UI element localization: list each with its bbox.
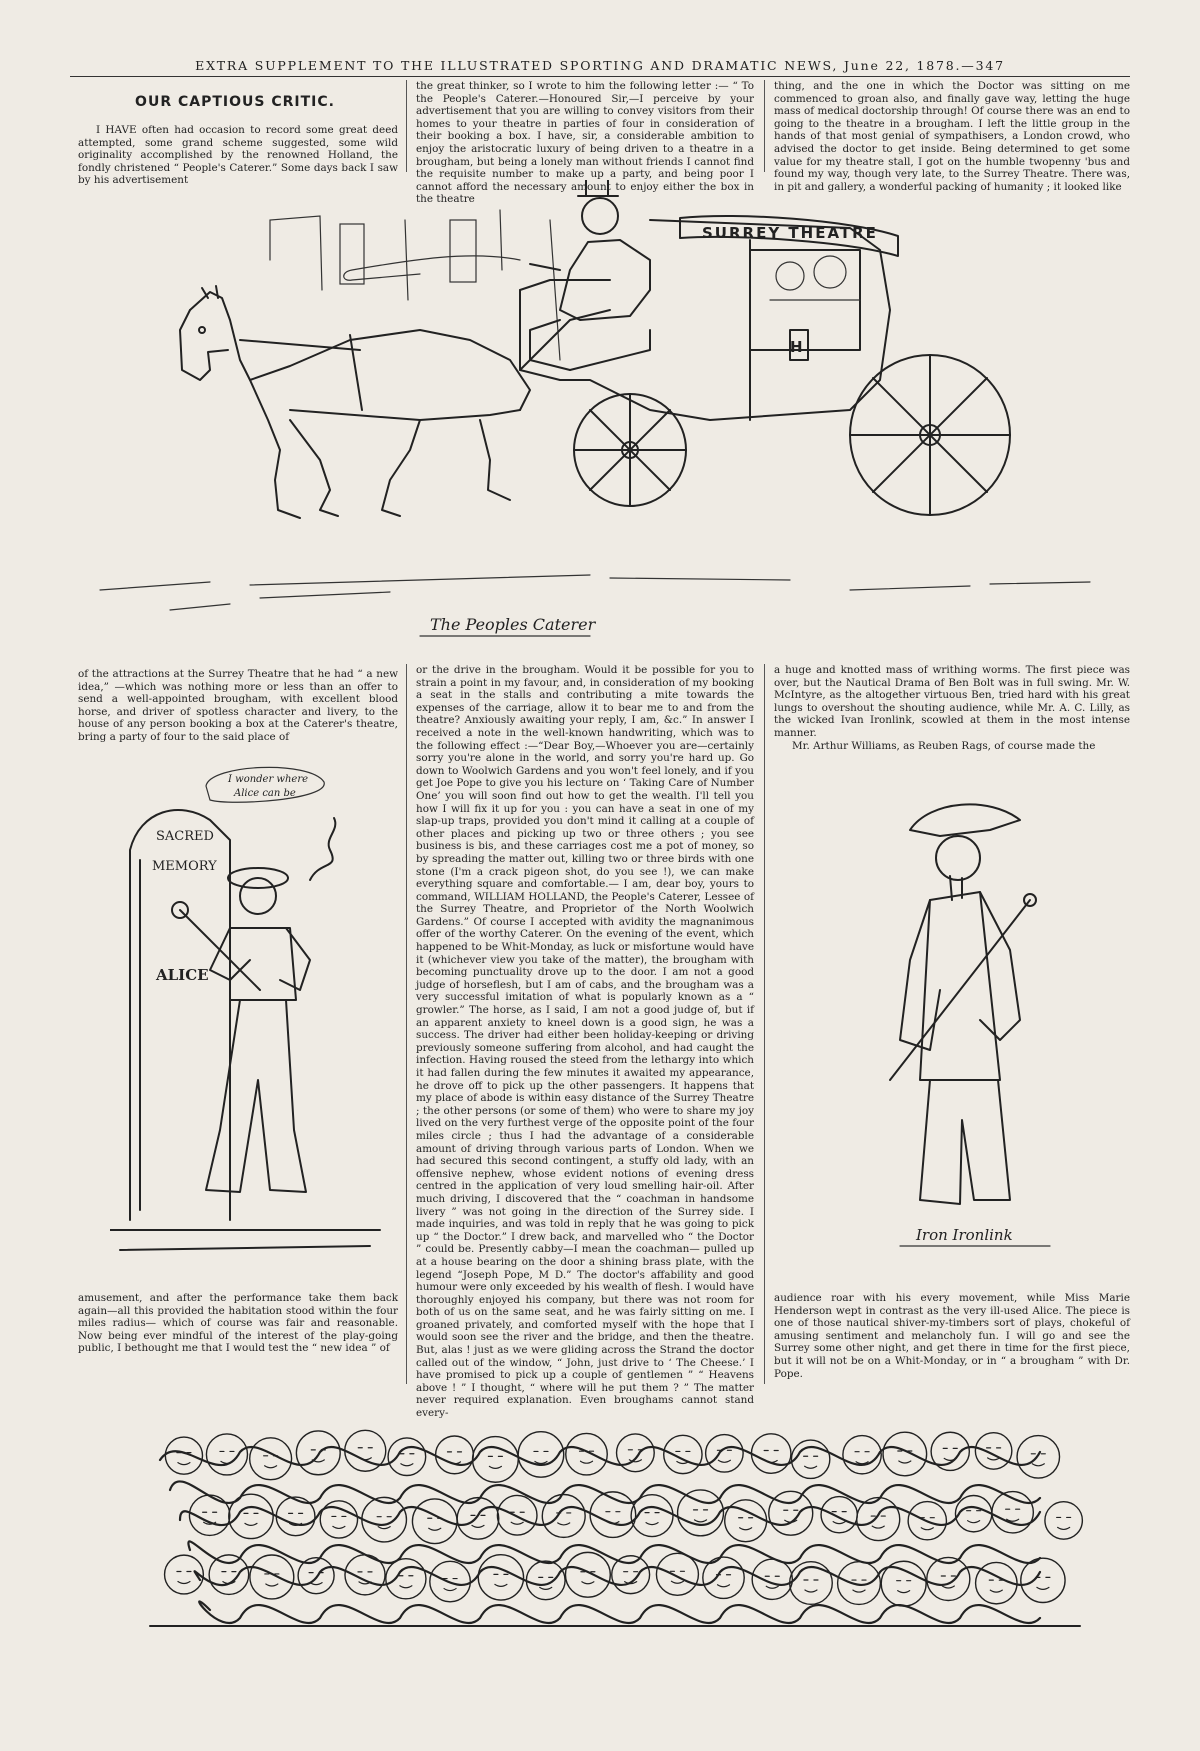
crowd-face bbox=[843, 1436, 881, 1474]
crowd-face-features bbox=[428, 1518, 442, 1530]
crowd-face bbox=[1021, 1558, 1065, 1602]
thought-line-2: Alice can be bbox=[234, 788, 296, 799]
crowd-face bbox=[206, 1434, 247, 1475]
building-sketch bbox=[270, 210, 560, 360]
ironlink-illustration bbox=[870, 780, 1100, 1260]
thought-line-1: I wonder where bbox=[228, 774, 309, 785]
crowd-face-features bbox=[804, 1580, 818, 1592]
crowd-face bbox=[250, 1555, 294, 1599]
crowd-face bbox=[769, 1491, 813, 1535]
paragraph: a huge and knotted mass of writhing worms. The first piece was over, but the Nautical Drama of Ben Bolt was in full swing. Mr. W. McIntyre, as the altogether virtuous Ben, tried hard with his great lungs to overshout the shouting audience, while Mr. A. C. Lilly, as the wicked Ivan Ironlink, scowled at them in the most intense manner. bbox=[774, 664, 1130, 739]
page-header: EXTRA SUPPLEMENT TO THE ILLUSTRATED SPORTING AND DRAMATIC NEWS, June 22, 1878.—347 bbox=[195, 58, 1005, 73]
carriage-sign: SURREY THEATRE bbox=[702, 224, 878, 242]
crowd-face-features bbox=[488, 1456, 502, 1468]
crowd-face-features bbox=[645, 1513, 659, 1525]
writhing-crowd bbox=[160, 1430, 1082, 1623]
ironlink-figure bbox=[890, 804, 1036, 1204]
crowd-face bbox=[883, 1432, 927, 1476]
crowd-face bbox=[473, 1437, 519, 1483]
article-title: OUR CAPTIOUS CRITIC. bbox=[135, 94, 335, 110]
crowd-face bbox=[955, 1495, 991, 1531]
column-divider bbox=[764, 80, 765, 172]
crowd-face bbox=[457, 1498, 499, 1540]
crowd-face bbox=[209, 1555, 249, 1595]
worm-coil bbox=[195, 1567, 1040, 1585]
crowd-face bbox=[821, 1497, 857, 1533]
crowd-face-features bbox=[804, 1456, 818, 1468]
crowd-face bbox=[526, 1561, 565, 1600]
crowd-face-features bbox=[244, 1513, 258, 1525]
crowd-face bbox=[362, 1497, 407, 1542]
horse bbox=[180, 286, 610, 518]
column-divider bbox=[406, 664, 407, 1384]
paragraph: or the drive in the brougham. Would it be possible for you to strain a point in my favour, and, in consideration of my booking a seat in the stalls and contributing a mite towards the expenses of the carriage, allow it to bear me to and from the theatre? Anxiously awaiting your reply, I am, &c.” In answer I received a note in the well-known handwriting, which was to the following effect :—“Dear Boy,—Whoever you are—certainly sorry you're alone in the world, and sorry you're hard up. Go down to Woolwich Gardens and you won't feel lonely, and if you get Joe Pope to give you his lecture on ‘ Taking Care of Number One’ you will soon find out how to get the wealth. I'll tell you how I will fix it up for you : you can have a seat in one of my slap-up traps, provided you don't mind it calling at a couple of other places and picking up two or three others ; you see business is bis, and these carriages cost me a pot of money, so by spreading the matter out, killing two or three birds with one stone (I'm a crack pigeon shot, do you see !), we can make everything square and comfortable.— I am, dear boy, yours to command, WILLIAM HOLLAND, the People's Caterer, Lessee of the Surrey Theatre, and Proprietor of the North Woolwich Gardens.” Of course I accepted with avidity the magnanimous offer of the worthy Caterer. On the evening of the event, which happened to be Whit-Monday, as luck or misfortune would have it (whichever view you take of the matter), the brougham with becoming punctuality drove up to the door. I am not a good judge of horseflesh, but I am of cabs, and the brougham was a very successful imitation of what is popularly known as a “ growler.” The horse, as I said, I am not a good judge of, but if an apparent anxiety to kneel down is a good sign, he was a success. The driver had either been holiday-keeping or driving previously someone suffering from alcohol, and had caught the infection. Having roused the steed from the lethargy into which it had fallen during the few minutes it awaited my appearance, he drove off to pick up the other passengers. It happens that my place of abode is within easy distance of the Surrey Theatre ; the other persons (or some of them) who were to share my joy lived on the very furthest verge of the opposite point of the four miles circle ; thus I had the advantage of a considerable amount of driving through various parts of London. When we had secured this second contingent, a stuffy old lady, with an offensive nephew, whose evident notions of evening dress centred in the application of very loud smelling hair-oil. After much driving, I discovered that the “ coachman in handsome livery ” was not going in the direction of the Surrey side. I made inquiries, and was told in reply that he was going to pick up “ the Doctor.” I drew back, and marvelled who “ the Doctor ” could be. Presently cabby—I mean the coachman— pulled up at a house bearing on the door a shining brass plate, with the legend “Joseph Pope, M D.” The doctor's affability and good humour were only exceeded by his wealth of flesh. I would have thoroughly enjoyed his company, but there was not room for both of us on the same seat, and he was fairly sitting on me. I groaned privately, and comforted myself with the hope that I would soon see the river and the bridge, and then the theatre. But, alas ! just as we were gliding across the Strand the doctor called out of the window, “ John, just drive to ‘ The Cheese.’ I have promised to pick up a couple of gentlemen ” “ Heavens above ! ” I thought, “ where will he put them ? ” The matter never required explanation. Even broughams cannot stand every- bbox=[416, 664, 754, 1420]
paragraph: I HAVE often had occasion to record some great deed attempted, some grand scheme suggested, some wild originality accomplished by the renowned Holland, the fondly christened “ People's Caterer.” Some days back I saw by his advertisement bbox=[78, 124, 398, 187]
crowd-face-features bbox=[784, 1510, 798, 1522]
crowd-face-features bbox=[400, 1454, 414, 1466]
column-divider bbox=[406, 80, 407, 172]
tombstone bbox=[110, 810, 380, 1250]
crowd-face bbox=[386, 1559, 426, 1599]
carriage-body bbox=[520, 220, 890, 420]
crowd-face-features bbox=[989, 1580, 1003, 1592]
crowd-face bbox=[566, 1433, 608, 1475]
crowd-face-features bbox=[897, 1581, 911, 1593]
sailor-figure bbox=[172, 818, 335, 1192]
carriage-illustration bbox=[90, 180, 1130, 640]
paragraph: amusement, and after the performance take them back again—all this provided the habitation stood within the four miles radius— which of course was fair and reasonable. Now being ever mindful of the interest of the play-going public, I bethought me that I would test the “ new idea ” of bbox=[78, 1292, 398, 1355]
paragraph: the great thinker, so I wrote to him the following letter :— “ To the People's Caterer.—Honoured Sir,—I perceive by your advertisement that you are willing to convey visitors from their homes to your theatre in parties of four in consideration of their booking a box. I have, sir, a considerable ambition to enjoy the aristocratic luxury of being driven to a theatre in a brougham, but being a lonely man without friends I cannot find the requisite number to make up a party, and being poor I cannot afford the necessary amount to enjoy either the box in the theatre bbox=[416, 80, 754, 206]
crowd-face bbox=[656, 1553, 698, 1595]
crowd-face-features bbox=[852, 1580, 866, 1592]
column-divider bbox=[764, 664, 765, 1384]
crowd-face bbox=[975, 1433, 1011, 1469]
passengers bbox=[770, 256, 860, 300]
crowd-face bbox=[857, 1498, 900, 1541]
carriage-door-letter: H bbox=[790, 338, 805, 356]
carriage-caption: The Peoples Caterer bbox=[430, 615, 596, 634]
crowd-illustration bbox=[120, 1400, 1100, 1640]
tomb-line-1: SACRED bbox=[156, 829, 214, 844]
column-1-bottom bbox=[78, 1292, 398, 1355]
crowd-face-features bbox=[694, 1510, 708, 1522]
crowd-face bbox=[250, 1438, 292, 1480]
crowd-face-features bbox=[332, 1516, 346, 1528]
paragraph: audience roar with his every movement, while Miss Marie Henderson wept in contrast as the very ill-used Alice. The piece is one of those nautical shiver-my-timbers sort of plays, chokeful of amusing sentiment and melancholy fun. I will go and see the Surrey some other night, and get there in time for the first piece, but it will not be on a Whit-Monday, or in “ a brougham ” with Dr. Pope. bbox=[774, 1292, 1130, 1380]
header-rule bbox=[70, 76, 1130, 77]
crowd-face-features bbox=[717, 1575, 731, 1587]
crowd-face-features bbox=[739, 1518, 753, 1530]
crowd-face bbox=[542, 1495, 585, 1538]
crowd-face-features bbox=[855, 1452, 869, 1464]
ground bbox=[100, 575, 1090, 610]
crowd-face bbox=[320, 1501, 357, 1538]
crowd-face bbox=[497, 1495, 537, 1535]
crowd-face-features bbox=[1057, 1517, 1071, 1529]
crowd-face bbox=[1045, 1502, 1082, 1539]
crowd-face bbox=[791, 1440, 829, 1478]
column-3-middle bbox=[774, 664, 1130, 752]
crowd-face bbox=[752, 1559, 792, 1599]
tombstone-illustration bbox=[110, 760, 390, 1280]
crowd-face-features bbox=[494, 1574, 508, 1586]
paragraph: Mr. Arthur Williams, as Reuben Rags, of course made the bbox=[792, 739, 1096, 752]
ironlink-caption: Iron Ironlink bbox=[916, 1226, 1013, 1244]
crowd-face bbox=[518, 1432, 564, 1478]
crowd-face-features bbox=[399, 1576, 413, 1588]
crowd-face bbox=[388, 1438, 426, 1476]
column-2-middle bbox=[416, 664, 754, 1420]
front-wheel bbox=[574, 394, 686, 506]
column-1-top bbox=[78, 124, 398, 187]
crowd-face bbox=[751, 1434, 791, 1474]
crowd-face-features bbox=[967, 1511, 981, 1523]
crowd-face bbox=[838, 1562, 881, 1605]
column-3-bottom bbox=[774, 1292, 1130, 1380]
column-3-top bbox=[774, 80, 1130, 193]
crowd-face bbox=[436, 1436, 474, 1474]
paragraph: of the attractions at the Surrey Theatre that he had “ a new idea,” —which was nothing more or less than an offer to send a well-appointed brougham, with excellent blood horse, and driver of spotless character and livery, to the house of any person booking a box at the Caterer's theatre, bring a party of four to the said place of bbox=[78, 668, 398, 743]
crowd-face-features bbox=[1006, 1509, 1020, 1521]
rear-wheel bbox=[850, 355, 1010, 515]
paragraph: thing, and the one in which the Doctor was sitting on me commenced to groan also, and finally gave way, letting the huge mass of medical doctorship through! Of course there was an end to going to the theatre in a brougham. I left the little group in the hands of that most genial of sympathisers, a London crowd, who advised the doctor to get inside. Being determined to get some value for my theatre stall, I got on the humble twopenny 'bus and found my way, though very late, to the Surrey Theatre. There was, in pit and gallery, a wonderful packing of humanity ; it looked like bbox=[774, 80, 1130, 193]
crowd-face-features bbox=[1036, 1577, 1050, 1589]
crowd-face bbox=[664, 1435, 702, 1473]
column-1-middle bbox=[78, 668, 398, 744]
crowd-face-features bbox=[177, 1572, 191, 1584]
crowd-face-features bbox=[264, 1456, 278, 1468]
crowd-face bbox=[706, 1435, 744, 1473]
crowd-face bbox=[165, 1437, 202, 1474]
whip bbox=[344, 256, 520, 280]
worm-coil bbox=[170, 1481, 1040, 1503]
worm-coil bbox=[188, 1541, 1040, 1563]
crowd-face bbox=[412, 1499, 457, 1544]
tomb-line-2: MEMORY bbox=[152, 859, 217, 874]
tomb-name: ALICE bbox=[156, 966, 209, 984]
crowd-face-features bbox=[534, 1451, 548, 1463]
crowd-face bbox=[678, 1490, 724, 1536]
crowd-face bbox=[565, 1552, 610, 1597]
worm-coil bbox=[199, 1601, 1040, 1623]
